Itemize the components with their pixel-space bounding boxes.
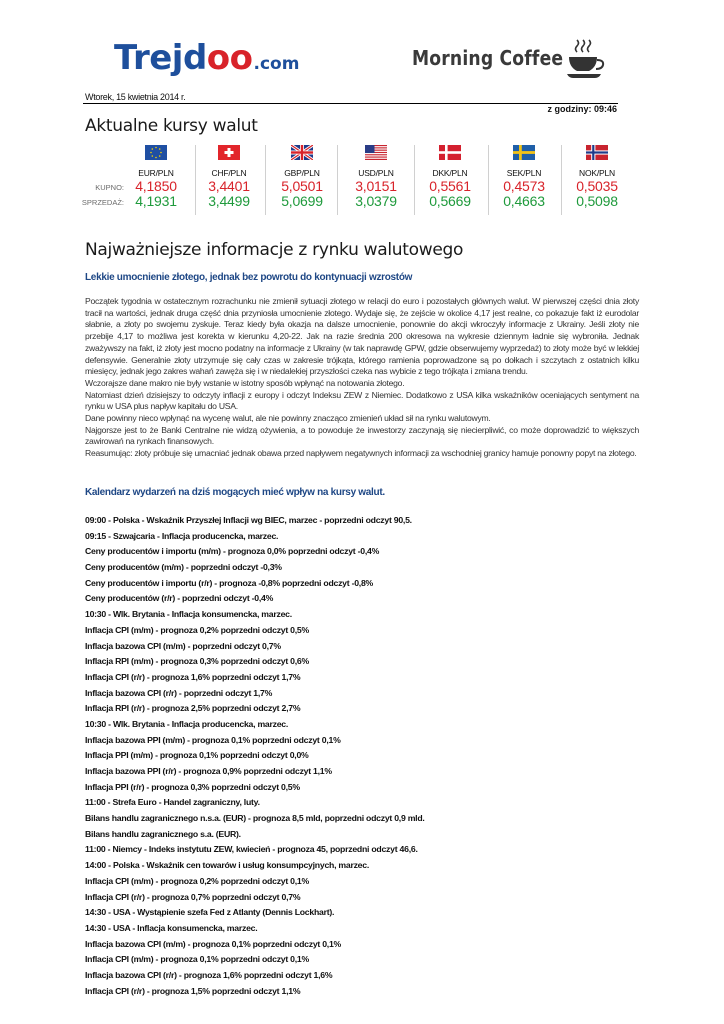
column-divider: [561, 145, 562, 215]
buy-rate: 4,1850: [135, 178, 177, 194]
sell-label: SPRZEDAŻ:: [81, 198, 124, 207]
rate-column-usd: [346, 145, 406, 209]
news-section-title: Najważniejsze informacje z rynku walutowego: [85, 240, 464, 260]
buy-label: KUPNO:: [95, 183, 124, 192]
calendar-event: Inflacja CPI (m/m) - prognoza 0,2% poprzedni odczyt 0,5%: [85, 624, 309, 635]
pair-label: EUR/PLN: [138, 168, 174, 178]
calendar-event: Bilans handlu zagranicznego n.s.a. (EUR) - prognoza 8,5 mld, poprzedni odczyt 0,9 mld.: [85, 813, 425, 824]
calendar-event: 14:30 - USA - Inflacja konsumencka, marzec.: [85, 922, 258, 933]
calendar-event: 14:00 - Polska - Wskaźnik cen towarów i usług konsumpcyjnych, marzec.: [85, 860, 370, 871]
calendar-events: [85, 513, 645, 999]
article-paragraph: Najgorsze jest to że Banki Centralne nie widzą ożywienia, a to powoduje że inwestorzy zaczynają się niecierpliwić, co może doprowadzić to większych zawirowań na rynkach finansowych.: [85, 424, 639, 447]
calendar-event: 09:15 - Szwajcaria - Inflacja producencka, marzec.: [85, 530, 279, 541]
column-divider: [265, 145, 266, 215]
logo-wordmark: Trejdoo: [114, 38, 253, 78]
coffee-cup-icon: [565, 38, 607, 80]
report-time: z godziny: 09:46: [547, 104, 617, 114]
buy-rate: 0,4573: [503, 178, 545, 194]
sell-rate: 0,5098: [576, 193, 618, 209]
column-divider: [488, 145, 489, 215]
uk-flag-icon: [291, 145, 313, 160]
sell-rate: 0,5669: [429, 193, 471, 209]
calendar-event: Ceny producentów i importu (m/m) - prognoza 0,0% poprzedni odczyt -0,4%: [85, 546, 380, 557]
sell-rate: 4,1931: [135, 193, 177, 209]
pair-label: SEK/PLN: [506, 168, 542, 178]
sell-rate: 3,4499: [208, 193, 250, 209]
us-flag-icon: [365, 145, 387, 160]
calendar-event: Inflacja RPI (r/r) - prognoza 2,5% poprzedni odczyt 2,7%: [85, 703, 301, 714]
calendar-event: Inflacja bazowa CPI (r/r) - prognoza 1,6% poprzedni odczyt 1,6%: [85, 969, 333, 980]
calendar-event: Ceny producentów i importu (r/r) - prognoza -0,8% poprzedni odczyt -0,8%: [85, 577, 374, 588]
header-divider: [83, 103, 618, 104]
rates-table: [81, 145, 624, 215]
column-divider: [337, 145, 338, 215]
calendar-title: Kalendarz wydarzeń na dziś mogących mieć wpływ na kursy walut.: [85, 487, 385, 498]
calendar-event: 11:00 - Niemcy - Indeks instytutu ZEW, kwiecień - prognoza 45, poprzedni odczyt 46,6.: [85, 844, 418, 855]
article-paragraph: Dane powinny nieco wpłynąć na wycenę walut, ale nie powinny znacząco zmienień układ sił na rynku walutowym.: [85, 413, 491, 424]
calendar-event: Inflacja bazowa CPI (r/r) - poprzedni odczyt 1,7%: [85, 687, 273, 698]
buy-rate: 0,5561: [429, 178, 471, 194]
calendar-event: Inflacja RPI (m/m) - prognoza 0,3% poprzedni odczyt 0,6%: [85, 656, 309, 667]
calendar-event: Inflacja bazowa CPI (m/m) - poprzedni odczyt 0,7%: [85, 640, 281, 651]
swedish-flag-icon: [513, 145, 535, 160]
article-paragraph: Początek tygodnia w ostatecznym rozrachunku nie zmienił sytuacji złotego w relacji do euro i pozostałych głównych walut. W pierwszej części dnia złoty tracił na wartości, jednak druga część dnia przyniosła umocnienie złotego. Wydaje się, że zejście w okolice 4,17 jest realne, co pokazuje fakt iż eurodolar słabnie, a złoty po swojemu zyskuje. Teraz kiedy była okazja na dalsze umocnienie, ponownie do akcji wkroczyły informacje z Ukrainy. Jeśli złoty nie przebije 4,17 to możliwa jest korekta w kierunku 4,20-22. Jak na razie średnia 200 okresowa na wykresie dziennym ładnie się wybroniła. Jednak zważywszy na fakt, iż złoty jest mocno podatny na informacje z Ukrainy (w tak naprawdę GPW, gdzie obserwujemy wyprzedaż) to złoty może być w lekkiej defensywie. Generalnie złoty utrzymuje się cały czas w zakresie trójkąta, którego ramienia poprowadzone są po dołkach i szczytach z ostatnich kilku miesięcy, jednak jego zakres wahań zawęża się i w niedalekiej przyszłości czeka nas wybicie z tego trójkąta i zmiana trendu.: [85, 296, 639, 377]
swiss-flag-icon: [218, 145, 240, 160]
pair-label: GBP/PLN: [284, 168, 320, 178]
rate-column-sek: [494, 145, 554, 209]
buy-rate: 3,0151: [355, 178, 397, 194]
calendar-event: 14:30 - USA - Wystąpienie szefa Fed z Atlanty (Dennis Lockhart).: [85, 907, 335, 918]
eu-flag-icon: [145, 145, 167, 160]
pair-label: DKK/PLN: [432, 168, 468, 178]
news-article: [85, 296, 639, 460]
sell-rate: 3,0379: [355, 193, 397, 209]
trejdoo-logo[interactable]: [114, 38, 299, 78]
calendar-event: Inflacja CPI (r/r) - prognoza 0,7% poprzedni odczyt 0,7%: [85, 891, 301, 902]
calendar-event: Ceny producentów (m/m) - poprzedni odczyt -0,3%: [85, 562, 282, 573]
calendar-event: Inflacja PPI (m/m) - prognoza 0,1% poprzedni odczyt 0,0%: [85, 750, 309, 761]
calendar-event: Bilans handlu zagranicznego s.a. (EUR).: [85, 828, 241, 839]
rates-section-title: Aktualne kursy walut: [85, 116, 258, 136]
calendar-event: 09:00 - Polska - Wskaźnik Przyszłej Inflacji wg BIEC, marzec - poprzedni odczyt 90,5.: [85, 515, 412, 525]
calendar-event: 10:30 - Wlk. Brytania - Inflacja konsumencka, marzec.: [85, 609, 292, 620]
calendar-event: Inflacja bazowa PPI (r/r) - prognoza 0,9% poprzedni odczyt 1,1%: [85, 766, 332, 776]
calendar-event: 10:30 - Wlk. Brytania - Inflacja producencka, marzec.: [85, 718, 289, 729]
rate-column-eur: [126, 145, 186, 209]
rate-column-gbp: [272, 145, 332, 209]
news-headline: Lekkie umocnienie złotego, jednak bez powrotu do kontynuacji wzrostów: [85, 272, 413, 283]
article-paragraph: Wczorajsze dane makro nie były wstanie w istotny sposób wpłynąć na notowania złotego.: [85, 377, 405, 388]
buy-rate: 5,0501: [281, 178, 323, 194]
danish-flag-icon: [439, 145, 461, 160]
article-paragraph: Natomiast dzień dzisiejszy to odczyty inflacji z europy i odczyt Indeksu ZEW z Niemiec. Dodatkowo z USA kilka wskaźników oceniających sentyment na rynku w USA plus napływ kapitału do USA.: [85, 389, 639, 412]
buy-rate: 0,5035: [576, 178, 618, 194]
buy-rate: 3,4401: [208, 178, 250, 194]
calendar-event: Ceny producentów (r/r) - poprzedni odczyt -0,4%: [85, 593, 274, 604]
rate-column-nok: [567, 145, 627, 209]
calendar-event: Inflacja CPI (r/r) - prognoza 1,6% poprzedni odczyt 1,7%: [85, 671, 301, 682]
calendar-event: Inflacja CPI (m/m) - prognoza 0,2% poprzedni odczyt 0,1%: [85, 875, 309, 886]
pair-label: CHF/PLN: [211, 168, 247, 178]
report-date: Wtorek, 15 kwietnia 2014 r.: [85, 92, 186, 102]
column-divider: [195, 145, 196, 215]
logo-suffix: .com: [253, 54, 300, 74]
pair-label: NOK/PLN: [579, 168, 615, 178]
calendar-event: Inflacja CPI (m/m) - prognoza 0,1% poprzedni odczyt 0,1%: [85, 954, 309, 965]
calendar-event: Inflacja CPI (r/r) - prognoza 1,5% poprzedni odczyt 1,1%: [85, 985, 301, 996]
calendar-event: Inflacja bazowa CPI (m/m) - prognoza 0,1% poprzedni odczyt 0,1%: [85, 938, 342, 949]
norwegian-flag-icon: [586, 145, 608, 160]
rate-column-chf: [199, 145, 259, 209]
calendar-event: Inflacja bazowa PPI (m/m) - prognoza 0,1% poprzedni odczyt 0,1%: [85, 734, 341, 745]
sell-rate: 0,4663: [503, 193, 545, 209]
rate-column-dkk: [420, 145, 480, 209]
article-paragraph: Reasumując: złoty próbuje się umacniać jednak obawa przed napływem negatywnych informacji za wschodniej granicy hamuje ponowny popyt na złotego.: [85, 448, 637, 459]
calendar-event: 11:00 - Strefa Euro - Handel zagraniczny, luty.: [85, 797, 260, 808]
pair-label: USD/PLN: [358, 168, 394, 178]
calendar-event: Inflacja PPI (r/r) - prognoza 0,3% poprzedni odczyt 0,5%: [85, 781, 300, 792]
column-divider: [414, 145, 415, 215]
newsletter-title: Morning Coffee: [412, 46, 564, 70]
sell-rate: 5,0699: [281, 193, 323, 209]
